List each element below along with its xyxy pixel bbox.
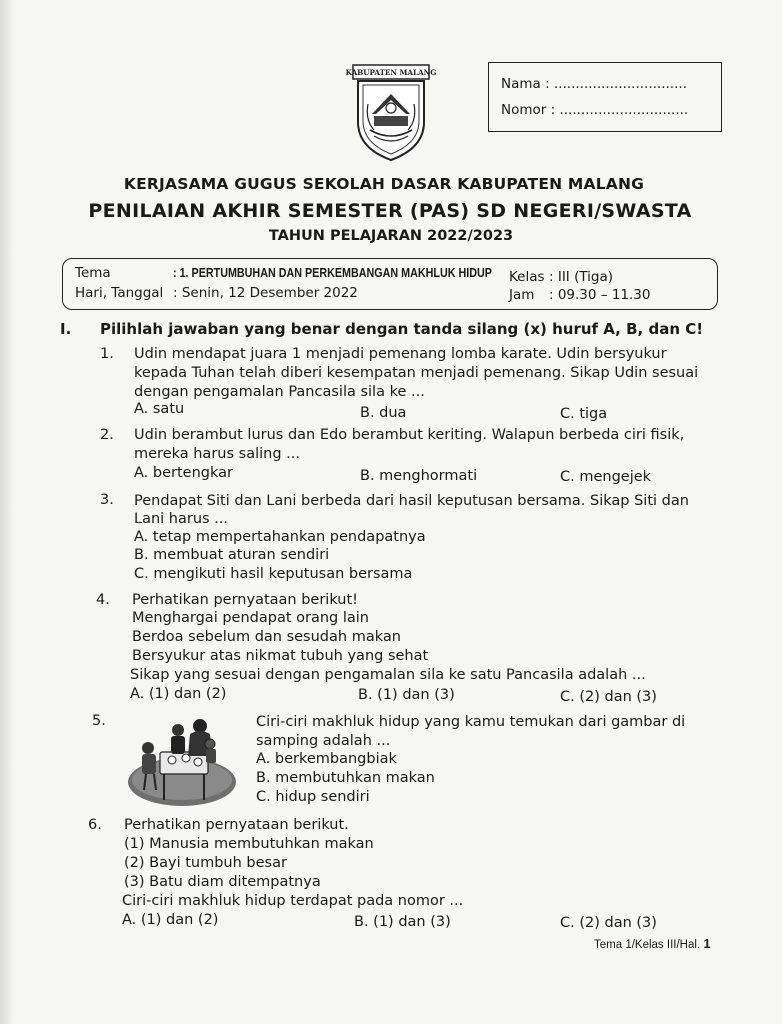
question-4-line-3: Berdoa sebelum dan sesudah makan	[132, 629, 401, 645]
question-6-option-a[interactable]: A. (1) dan (2)	[122, 912, 219, 928]
question-6-option-c[interactable]: C. (2) dan (3)	[560, 915, 657, 931]
question-1-option-a[interactable]: A. satu	[134, 401, 185, 417]
question-6-number: 6.	[88, 817, 102, 833]
question-5-number: 5.	[92, 713, 106, 729]
question-2-line-2: mereka harus saling ...	[134, 446, 300, 462]
question-3-option-a[interactable]: A. tetap mempertahankan pendapatnya	[134, 529, 426, 545]
theme-label: Tema	[75, 265, 111, 281]
question-6-line-2: (1) Manusia membutuhkan makan	[124, 836, 374, 852]
question-1-number: 1.	[100, 346, 114, 362]
question-2-option-b[interactable]: B. menghormati	[360, 468, 478, 484]
page-number: 1	[703, 936, 711, 951]
question-2-option-a[interactable]: A. bertengkar	[134, 465, 233, 481]
question-6-option-b[interactable]: B. (1) dan (3)	[354, 914, 451, 930]
question-6-line-4: (3) Batu diam ditempatnya	[124, 874, 321, 890]
header-line-2: PENILAIAN AKHIR SEMESTER (PAS) SD NEGERI/SWASTA	[88, 200, 692, 222]
question-3-line-1: Pendapat Siti dan Lani berbeda dari hasil keputusan bersama. Sikap Siti dan	[134, 493, 689, 509]
question-6-line-1: Perhatikan pernyataan berikut.	[124, 817, 349, 833]
question-1-line-3: dengan pengamalan Pancasila sila ke ...	[134, 384, 425, 400]
question-4-line-4: Bersyukur atas nikmat tubuh yang sehat	[132, 648, 429, 664]
class-label: Kelas	[509, 269, 545, 285]
question-5-option-a[interactable]: A. berkembangbiak	[256, 751, 397, 767]
time-value: : 09.30 – 11.30	[549, 287, 651, 303]
question-1-option-c[interactable]: C. tiga	[560, 406, 608, 422]
name-field[interactable]: Nama : ...............................	[501, 76, 687, 92]
footer-text: Tema 1/Kelas III/Hal.	[594, 939, 701, 951]
exam-info-box	[62, 258, 718, 310]
kabupaten-malang-logo	[345, 64, 437, 162]
question-6-line-5: Ciri-ciri makhluk hidup terdapat pada nomor ...	[122, 893, 464, 909]
question-3-line-2: Lani harus ...	[134, 511, 229, 527]
page-footer	[594, 936, 711, 951]
question-5-option-c[interactable]: C. hidup sendiri	[256, 789, 370, 805]
logo-label: KABUPATEN MALANG	[345, 68, 437, 77]
question-4-option-a[interactable]: A. (1) dan (2)	[130, 686, 227, 702]
question-3-option-c[interactable]: C. mengikuti hasil keputusan bersama	[134, 566, 413, 582]
question-1-line-1: Udin mendapat juara 1 menjadi pemenang lomba karate. Udin bersyukur	[134, 346, 667, 362]
question-2-number: 2.	[100, 427, 114, 443]
family-eating-illustration	[126, 714, 238, 810]
question-4-option-c[interactable]: C. (2) dan (3)	[560, 689, 657, 705]
question-4-line-2: Menghargai pendapat orang lain	[132, 610, 369, 626]
question-2-option-c[interactable]: C. mengejek	[560, 469, 652, 485]
number-field[interactable]: Nomor : ..............................	[501, 102, 689, 118]
class-value: : III (Tiga)	[549, 269, 614, 285]
header-line-3: TAHUN PELAJARAN 2022/2023	[268, 228, 514, 244]
question-5-line-2: samping adalah ...	[256, 733, 391, 749]
section-number: I.	[60, 320, 72, 338]
question-3-number: 3.	[100, 492, 114, 508]
name-number-box	[488, 62, 722, 132]
date-value: : Senin, 12 Desember 2022	[173, 285, 358, 301]
question-4-option-b[interactable]: B. (1) dan (3)	[358, 687, 455, 703]
question-4-line-5: Sikap yang sesuai dengan pengamalan sila ke satu Pancasila adalah ...	[130, 667, 646, 683]
scan-edge-shadow	[0, 0, 14, 1024]
question-5-line-1: Ciri-ciri makhluk hidup yang kamu temukan dari gambar di	[256, 714, 686, 730]
date-label: Hari, Tanggal	[75, 285, 164, 301]
question-4-number: 4.	[96, 592, 110, 608]
question-4-line-1: Perhatikan pernyataan berikut!	[132, 592, 358, 608]
question-1-line-2: kepada Tuhan telah diberi kesempatan menjadi pemenang. Sikap Udin sesuai	[134, 365, 699, 381]
time-label: Jam	[509, 287, 535, 303]
section-instruction: Pilihlah jawaban yang benar dengan tanda silang (x) huruf A, B, dan C!	[100, 320, 704, 338]
question-6-line-3: (2) Bayi tumbuh besar	[124, 855, 287, 871]
question-1-option-b[interactable]: B. dua	[360, 405, 407, 421]
question-2-line-1: Udin berambut lurus dan Edo berambut keriting. Walapun berbeda ciri fisik,	[134, 427, 685, 443]
question-3-option-b[interactable]: B. membuat aturan sendiri	[134, 547, 330, 563]
header-line-1: KERJASAMA GUGUS SEKOLAH DASAR KABUPATEN MALANG	[123, 175, 645, 193]
theme-value: : 1. PERTUMBUHAN DAN PERKEMBANGAN MAKHLUK HIDUP	[173, 266, 492, 280]
question-5-option-b[interactable]: B. membutuhkan makan	[256, 770, 435, 786]
